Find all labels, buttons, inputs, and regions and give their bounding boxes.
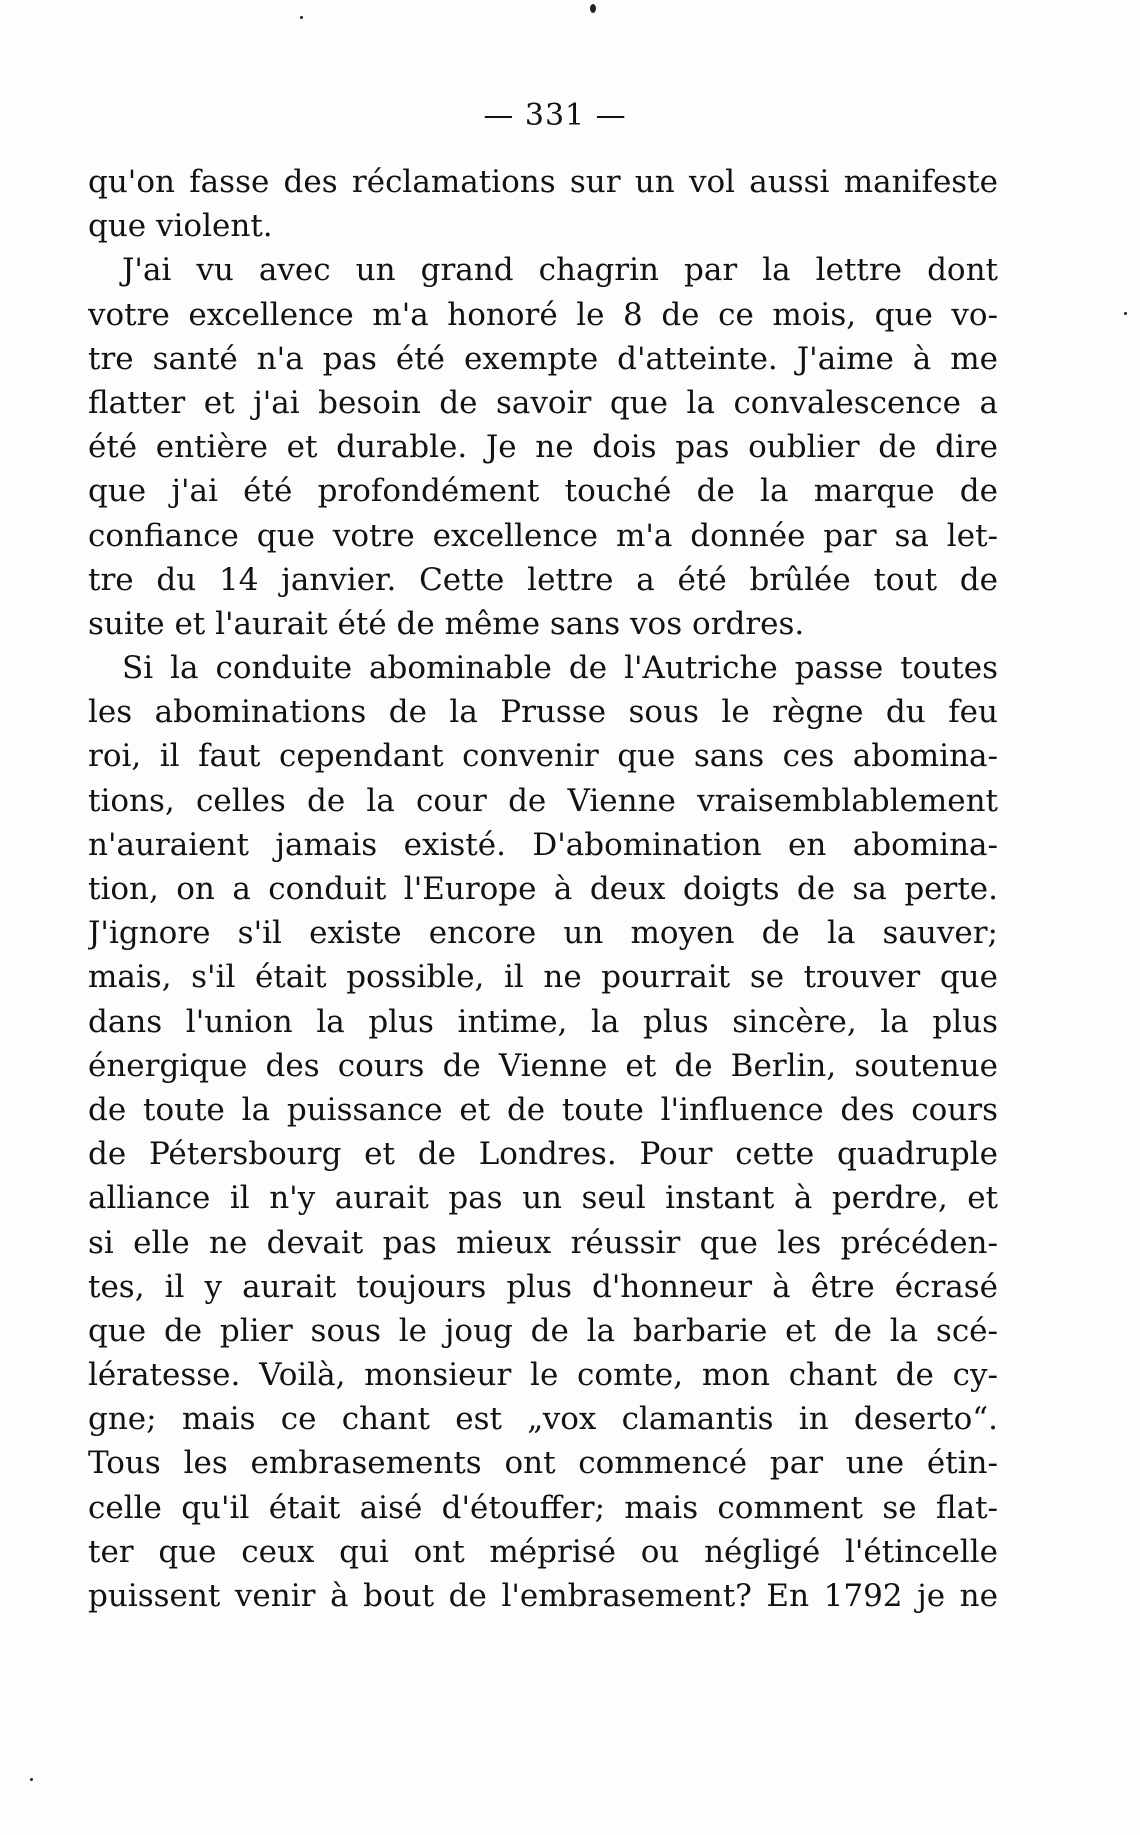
text-line: de Pétersbourg et de Londres. Pour cette quadruple [88, 1136, 998, 1173]
text-line: ter que ceux qui ont méprisé ou négligé l'étincelle [88, 1533, 998, 1570]
text-line: que violent. [88, 208, 273, 245]
text-line: tions, celles de la cour de Vienne vraisemblablement [88, 782, 998, 819]
text-line: votre excellence m'a honoré le 8 de ce mois, que vo- [88, 296, 998, 333]
body-text [88, 160, 998, 1618]
text-line: J'ignore s'il existe encore un moyen de la sauver; [88, 915, 998, 952]
text-line: Si la conduite abominable de l'Autriche passe toutes [122, 650, 998, 687]
text-line: gne; mais ce chant est „vox clamantis in deserto“. [88, 1401, 998, 1438]
page-number: — 331 — [483, 98, 627, 133]
print-speck [590, 4, 596, 13]
text-line: tre du 14 janvier. Cette lettre a été brûlée tout de [88, 561, 998, 598]
text-line: roi, il faut cependant convenir que sans ces abomina- [88, 738, 998, 775]
text-line: dans l'union la plus intime, la plus sincère, la plus [88, 1003, 998, 1040]
text-line: que j'ai été profondément touché de la marque de [88, 473, 998, 510]
text-line: Tous les embrasements ont commencé par une étin- [88, 1445, 998, 1482]
text-line: mais, s'il était possible, il ne pourrait se trouver que [88, 959, 998, 996]
text-line: alliance il n'y aurait pas un seul instant à perdre, et [88, 1180, 998, 1217]
text-line: confiance que votre excellence m'a donnée par sa let- [88, 517, 998, 554]
text-line: lératesse. Voilà, monsieur le comte, mon chant de cy- [88, 1357, 998, 1394]
print-speck [1124, 312, 1127, 315]
text-line: J'ai vu avec un grand chagrin par la lettre dont [122, 252, 998, 289]
text-line: été entière et durable. Je ne dois pas oublier de dire [88, 429, 998, 466]
text-line: qu'on fasse des réclamations sur un vol aussi manifeste [88, 164, 998, 200]
print-speck [30, 1778, 33, 1781]
text-line: énergique des cours de Vienne et de Berlin, soutenue [88, 1047, 998, 1084]
text-line: tre santé n'a pas été exempte d'atteinte. J'aime à me [88, 340, 998, 377]
text-line: si elle ne devait pas mieux réussir que les précéden- [88, 1224, 998, 1261]
text-line: de toute la puissance et de toute l'influence des cours [88, 1091, 998, 1128]
text-line: n'auraient jamais existé. D'abomination en abomina- [88, 826, 998, 863]
text-line: les abominations de la Prusse sous le règne du feu [88, 694, 998, 731]
text-line: tes, il y aurait toujours plus d'honneur à être écrasé [88, 1268, 998, 1305]
text-line: que de plier sous le joug de la barbarie et de la scé- [88, 1312, 998, 1349]
text-line: puissent venir à bout de l'embrasement? En 1792 je ne [88, 1578, 998, 1614]
text-line: tion, on a conduit l'Europe à deux doigts de sa perte. [88, 871, 998, 907]
text-line: celle qu'il était aisé d'étouffer; mais comment se flat- [88, 1489, 998, 1526]
text-line: suite et l'aurait été de même sans vos ordres. [88, 605, 805, 642]
text-line: flatter et j'ai besoin de savoir que la convalescence a [88, 384, 998, 421]
print-speck [300, 16, 303, 19]
